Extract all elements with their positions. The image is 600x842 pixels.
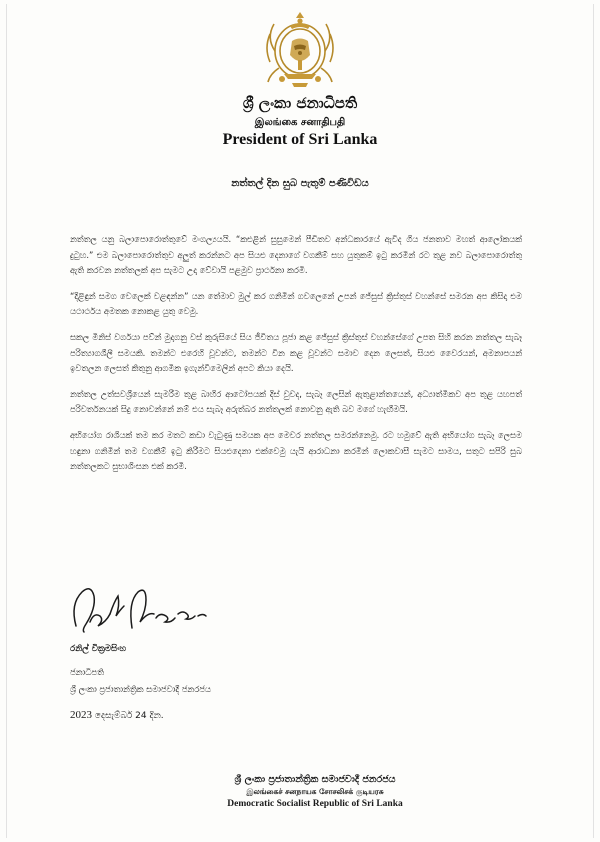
footer-tamil: இலங்கைச் சனநாயக சோசலிசக் குடியரசு bbox=[246, 787, 384, 796]
footer-english: Democratic Socialist Republic of Sri Lanka bbox=[227, 799, 403, 809]
signatory-country: ශ්‍රී ලංකා ප්‍රජාතාන්ත්‍රික සමාජවාදී ජනරජය bbox=[70, 684, 211, 694]
header-title-english: President of Sri Lanka bbox=[222, 131, 378, 148]
header-title-sinhala: ශ්‍රී ලංකා ජනාධිපති bbox=[242, 94, 358, 112]
message-paragraph: නත්තල යනු බලාපොරොත්තුවේ මංගල්‍යයයි. “කළුළින් සුසුමෙන් පීඩිතව අන්ධකාරයේ ඇවිද ගිය ජනතාව මහත් ආලෝකයක් දුටුහ.” එම බලාපොරොත්තුව අලුත් කරන්නට අප සියළු දෙනාගේ වගකීම් සහ යුතුකම් ඉටු කරමින් රට තුළ නව බලාපොරොත්තු ඇති කරවන නත්තලක් අප සැමට උදා වේවායි පළමුව ප්‍රාර්ථනා කරමි. bbox=[70, 234, 522, 276]
handwritten-signature-icon bbox=[66, 582, 216, 640]
footer bbox=[180, 773, 450, 811]
signatory-name: රනිල් වික්‍රමසිංහ bbox=[70, 644, 127, 654]
date-year: 2023 bbox=[70, 709, 92, 721]
message-body bbox=[70, 232, 522, 485]
message-paragraph: නත්තල උත්සවශ්‍රීයෙන් සැමරීම තුළ බාහිර ආටෝපයක් දිස් වුවද, සැබෑ ලෙසින් ඇතුළාන්තයෙන්, අධ්‍යාත්මිකව අප තුළ යහපත් පරිවර්තනයක් සිදු නොවන්නේ නම් එය සැබෑ අරුත්බර නත්තලක් නොවනු ඇති බව මගේ හැඟීමයි. bbox=[70, 388, 522, 415]
message-paragraph: “දිළිඳුන් සමග වෙලෙක් වළඳන්න” යන තේමාව මුල් කර ගනිමින් ගවලෙනේ උපන් ජේසුස් ක්‍රිස්තුස් වහන්සේ සමරන අප කිසිදා එම යථාර්ථය අමතක නොකළ යුතු වෙමු. bbox=[70, 290, 522, 317]
date-rest: දෙසැම්බර් 24 දින. bbox=[94, 711, 164, 721]
message-paragraph: සකල මිනිස් වර්ගයා පව්න් මුදාගනු වස් කුරුසියේ සිය ජීවිතය පූජා කළ ජේසුස් ක්‍රිස්තුස් වහන්සේගේ උපත සිහි කරන නත්තල සැබෑ පරිත්‍යාගශීලී සමයකි. තමන්ට එරෙහි වූවන්ට, තමන්ට වින කළ වූවන්ට සමාව දෙන ලෙසත්, සියළු වෛරයන්, අමනාපයන් ඉවතලන ලෙසත් කිතුනු ආගමික ඉගැන්වීමෙලින් අපට කියා දෙයි. bbox=[70, 331, 522, 374]
letter-date bbox=[70, 709, 164, 721]
footer-sinhala: ශ්‍රී ලංකා ප්‍රජාතාන්ත්‍රික සමාජවාදී ජනරජය bbox=[234, 774, 396, 785]
sri-lanka-national-emblem-icon bbox=[256, 8, 344, 90]
signatory-title: ජනාධිපති bbox=[70, 667, 104, 677]
message-title: නත්තල් දින සුබ පැතුම් පණිවිඩය bbox=[231, 178, 369, 189]
message-paragraph: අභියෝග රාශියක් තම කර මතට කඩා වැටුණු සමයක අප මෙවර නත්තල සමරන්නෙමු. රට හමුවේ ඇති අභියෝග සැබෑ ලෙසම හඳුනා ගනිමින් තම වගකීම් ඉටු කිරීමට සියළුදෙනා එක්වෙමු යැයි ආරාධනා කරමින් ලොකවාසී සැමට සාමය, සතුට සපිරි සුබ නත්තලකට සුභාශිංසන එක් කරමි. bbox=[70, 429, 522, 472]
header-title-tamil: இலங்கை சனாதிபதி bbox=[254, 117, 346, 128]
